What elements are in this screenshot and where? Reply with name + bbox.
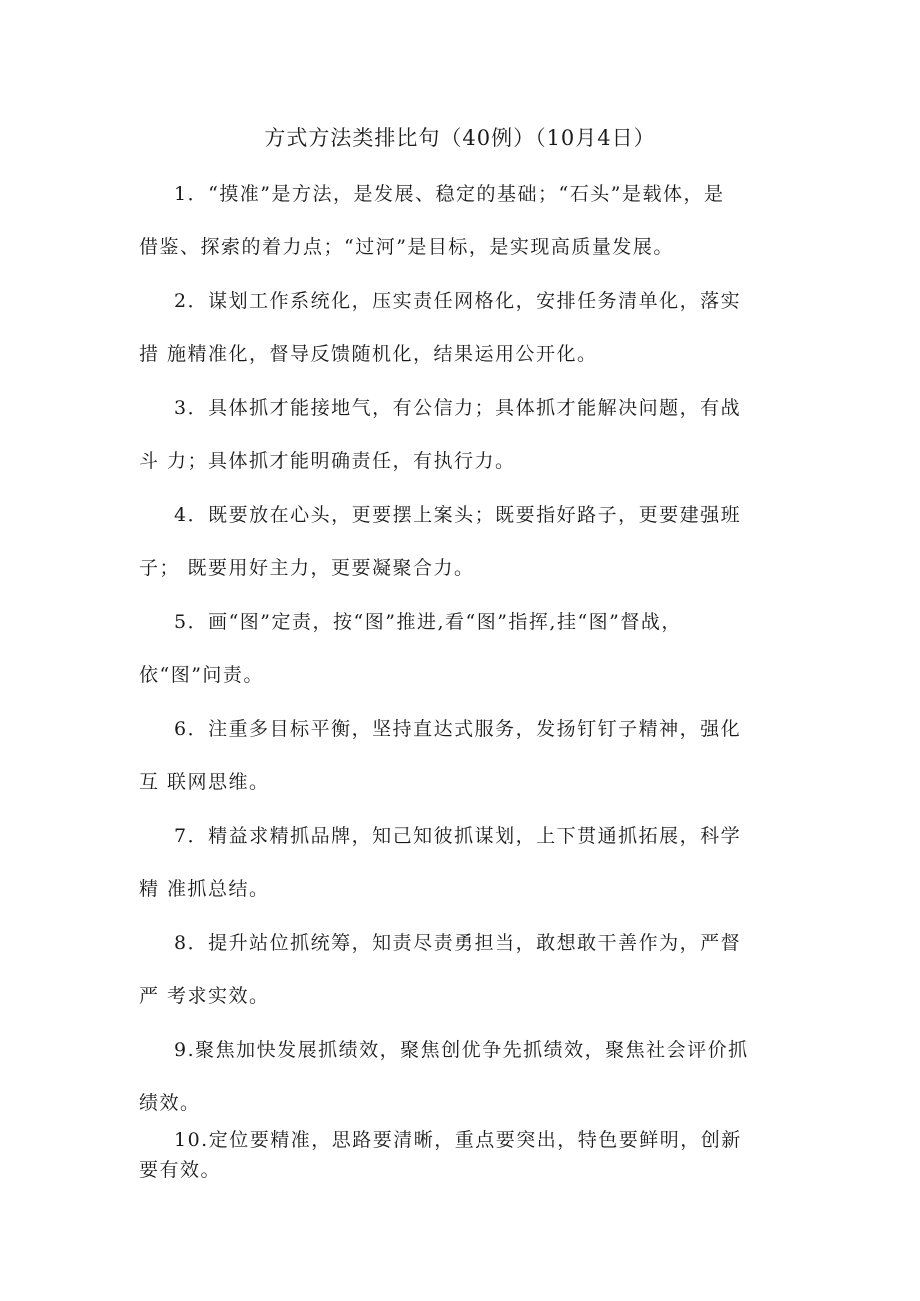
list-item [139,715,789,796]
item-line: 严 考求实效。 [139,985,270,1007]
list-item [139,822,789,903]
page-title: 方式方法类排比句（40例）（10月4日） [264,126,656,150]
item-line: 7．精益求精抓品牌，知己知彼抓谋划，上下贯通抓拓展，科学 [174,825,742,847]
list-item [139,180,789,261]
item-line: 4．既要放在心头，更要摆上案头；既要指好路子，更要建强班 [174,504,742,526]
item-line: 6．注重多目标平衡，坚持直达式服务，发扬钉钉子精神，强化 [174,718,742,740]
item-line: 斗 力；具体抓才能明确责任，有执行力。 [139,450,516,472]
item-line: 3．具体抓才能接地气，有公信力；具体抓才能解决问题，有战 [174,397,742,419]
item-line: 2．谋划工作系统化，压实责任网格化，安排任务清单化，落实 [174,290,742,312]
item-line: 10.定位要精准，思路要清晰，重点要突出，特色要鲜明，创新 [174,1129,742,1151]
item-line: 8．提升站位抓统筹，知责尽责勇担当，敢想敢干善作为，严督 [174,932,742,954]
item-line: 要有效。 [139,1159,222,1181]
item-line: 子； 既要用好主力，更要凝聚合力。 [139,557,475,579]
item-line: 1．“摸准”是方法，是发展、稳定的基础；“石头”是载体，是 [174,183,725,205]
list-item [139,501,789,582]
item-line: 绩效。 [139,1092,201,1114]
list-item [139,394,789,475]
list-item [139,1126,789,1184]
list-item [139,929,789,1010]
item-line: 精 准抓总结。 [139,878,270,900]
list-item [139,1036,789,1117]
list-item [139,608,789,689]
item-line: 互 联网思维。 [139,771,270,793]
item-line: 依“图”问责。 [139,664,264,686]
item-line: 5．画“图”定责，按“图”推进,看“图”指挥,挂“图”督战， [174,611,682,633]
item-line: 措 施精准化，督导反馈随机化，结果运用公开化。 [139,343,598,365]
item-line: 9.聚焦加快发展抓绩效，聚焦创优争先抓绩效，聚焦社会评价抓 [174,1039,749,1061]
list-item [139,287,789,368]
item-line: 借鉴、探索的着力点；“过河”是目标，是实现高质量发展。 [139,236,674,258]
